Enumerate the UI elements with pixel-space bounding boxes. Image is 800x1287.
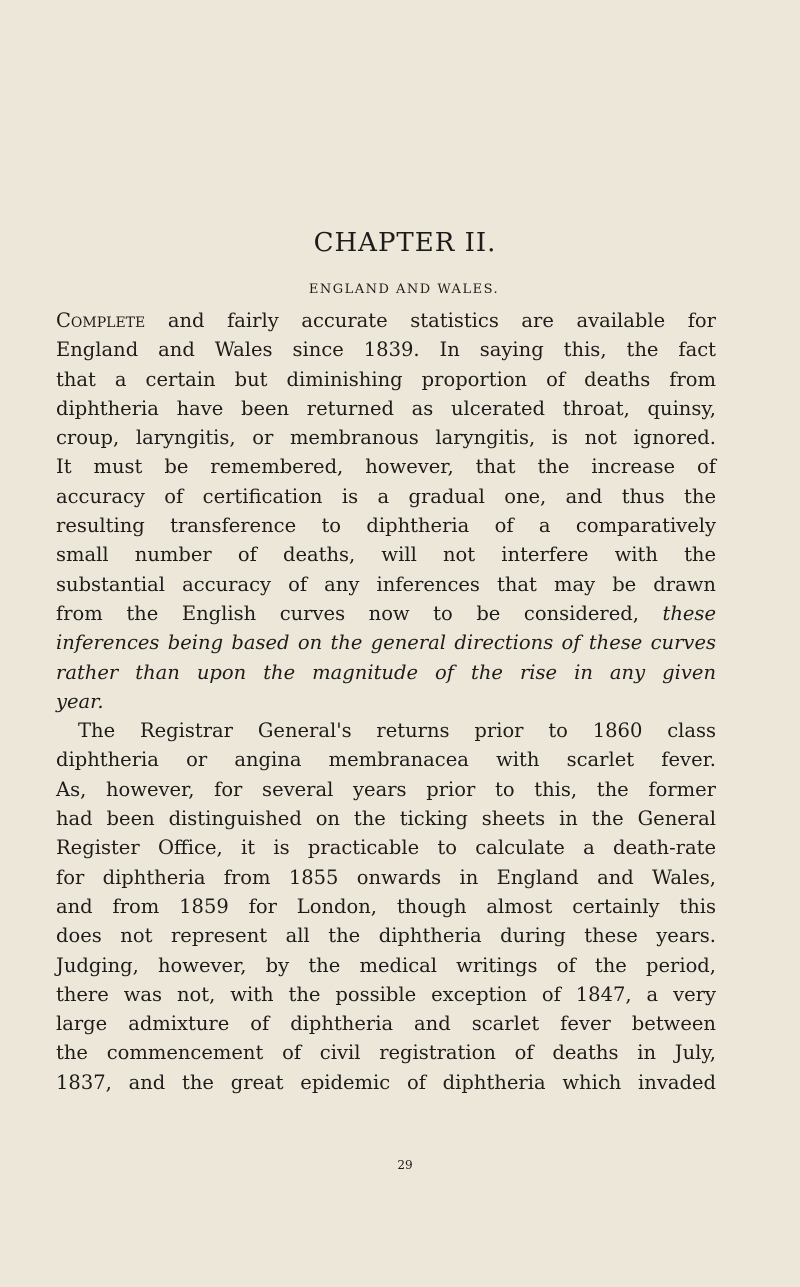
text-line: the commencement of civil registration of deaths in July, xyxy=(56,1041,716,1065)
text-line: Complete and fairly accurate statistics are available for xyxy=(56,309,716,332)
chapter-title: CHAPTER II. xyxy=(313,228,497,258)
text-line: that a certain but diminishing proportion of deaths from xyxy=(56,367,716,391)
text-line: small number of deaths, will not interfere with the xyxy=(56,543,716,567)
text-line: diphtheria have been returned as ulcerated throat, quinsy, xyxy=(56,396,716,420)
text-line: had been distinguished on the ticking sheets in the General xyxy=(56,807,716,831)
text-line: Register Office, it is practicable to calculate a death-rate xyxy=(56,836,716,860)
text-line: diphtheria or angina membranacea with scarlet fever. xyxy=(56,748,716,772)
text-line: large admixture of diphtheria and scarlet fever between xyxy=(56,1012,716,1036)
text-line: England and Wales since 1839. In saying this, the fact xyxy=(56,338,716,362)
text-line: 1837, and the great epidemic of diphtheria which invaded xyxy=(56,1070,716,1094)
text-line: resulting transference to diphtheria of a comparatively xyxy=(56,514,716,538)
lead-word: Complete xyxy=(56,309,146,332)
section-title: ENGLAND AND WALES. xyxy=(308,282,500,297)
text-line: croup, laryngitis, or membranous laryngitis, is not ignored. xyxy=(56,426,716,450)
text-line: accuracy of certification is a gradual one, and thus the xyxy=(56,484,716,508)
text-line: The Registrar General's returns prior to 1860 class xyxy=(78,719,716,743)
page-number: 29 xyxy=(397,1158,413,1172)
text-line: and from 1859 for London, though almost certainly this xyxy=(56,894,716,918)
text-line: substantial accuracy of any inferences that may be drawn xyxy=(56,572,716,596)
text-line: year. xyxy=(56,689,104,713)
text-line: does not represent all the diphtheria during these years. xyxy=(56,924,716,948)
text-line: there was not, with the possible exception of 1847, a very xyxy=(56,982,716,1006)
body-text xyxy=(56,306,716,1097)
text-line: from the English curves now to be considered, these xyxy=(56,601,716,625)
text-line: inferences being based on the general directions of these curves xyxy=(56,631,716,655)
text-line: rather than upon the magnitude of the rise in any given xyxy=(56,660,716,684)
text-line: Judging, however, by the medical writings of the period, xyxy=(56,953,716,977)
text-line: As, however, for several years prior to this, the former xyxy=(56,777,716,801)
text-line: for diphtheria from 1855 onwards in England and Wales, xyxy=(56,865,716,889)
text-line: It must be remembered, however, that the increase of xyxy=(56,455,716,479)
